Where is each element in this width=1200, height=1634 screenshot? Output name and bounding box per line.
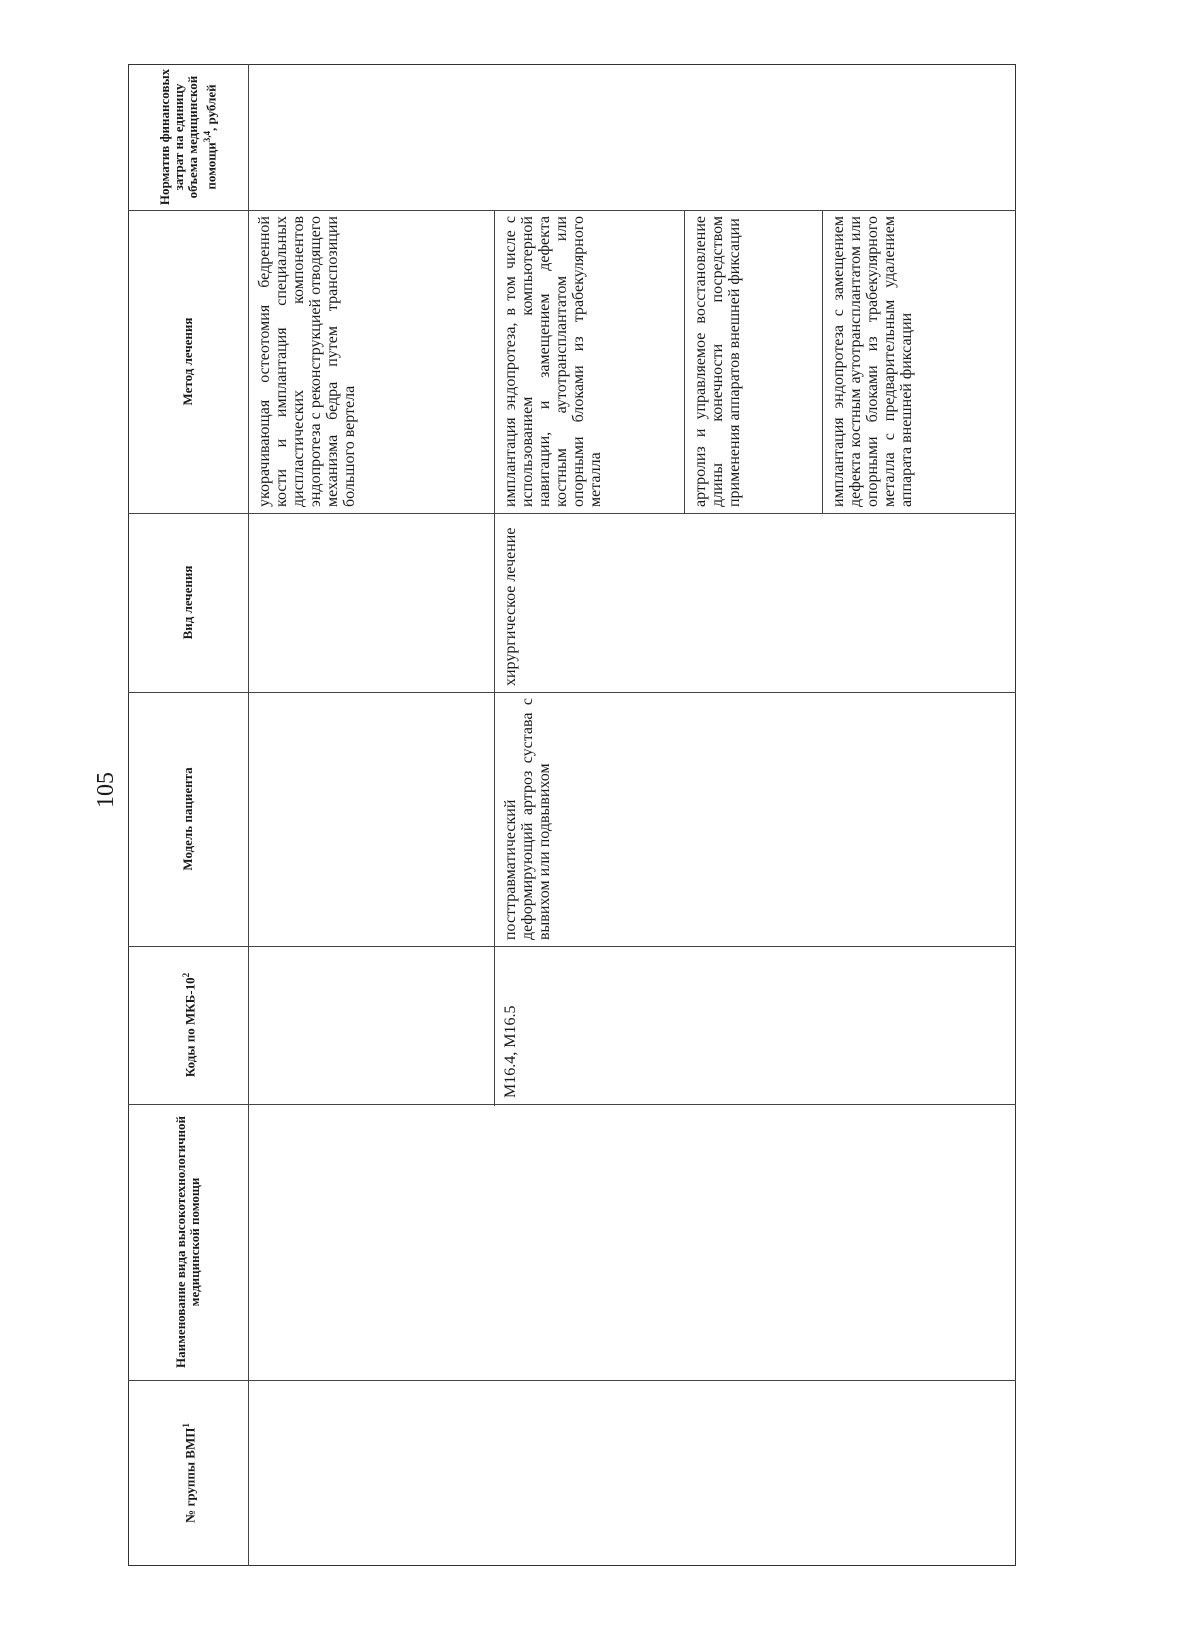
- icd-code-cell: M16.4, M16.5: [502, 1005, 519, 1098]
- header-treatment-method: Метод лечения: [180, 317, 195, 406]
- header-treatment-type: Вид лечения: [180, 565, 195, 640]
- header-patient-model: Модель пациента: [180, 767, 195, 871]
- row-divider: [494, 210, 495, 1106]
- method-cell: имплантация эндопротеза, в том числе с использованием компьютерной навигации, и замещением дефекта костным аутотрансплантатом или опорными блоками из трабекулярного металла: [502, 216, 604, 507]
- treatment-type-cell: хирургическое лечение: [502, 527, 519, 686]
- patient-model-cell: посттравматический деформирующий артроз сустава с вывихом или подвывихом: [502, 698, 553, 940]
- column-divider: [128, 1104, 1016, 1105]
- header-divider: [248, 64, 249, 1566]
- header-group-no: № группы ВМП$^1$: [180, 1423, 198, 1523]
- page-number: 105: [93, 772, 119, 808]
- column-divider: [128, 1380, 1016, 1381]
- method-cell: артролиз и управляемое восстановление длины конечности посредством применения аппаратов внешней фиксации: [692, 216, 743, 507]
- header-cost-norm: Норматив финансовых затрат на единицу объема медицинской помощи$^{3,4}$, рублей: [156, 68, 219, 206]
- header-care-name: Наименование вида высокотехнологичной медицинской помощи: [173, 1115, 202, 1369]
- header-icd-codes: Коды по МКБ-$10^2$: [180, 972, 198, 1078]
- method-cell: имплантация эндопротеза с замещением дефекта костным аутотрансплантатом или опорными блоками из трабекулярного металла с предварительным удалением аппарата внешней фиксации: [830, 216, 915, 507]
- method-cell: укорачивающая остеотомия бедренной кости и имплантация специальных диспластических компонентов эндопротеза с реконструкцией отводящего механизма бедра путем транспозиции большого вертела: [256, 216, 358, 507]
- method-divider: [684, 210, 685, 513]
- method-divider: [822, 210, 823, 513]
